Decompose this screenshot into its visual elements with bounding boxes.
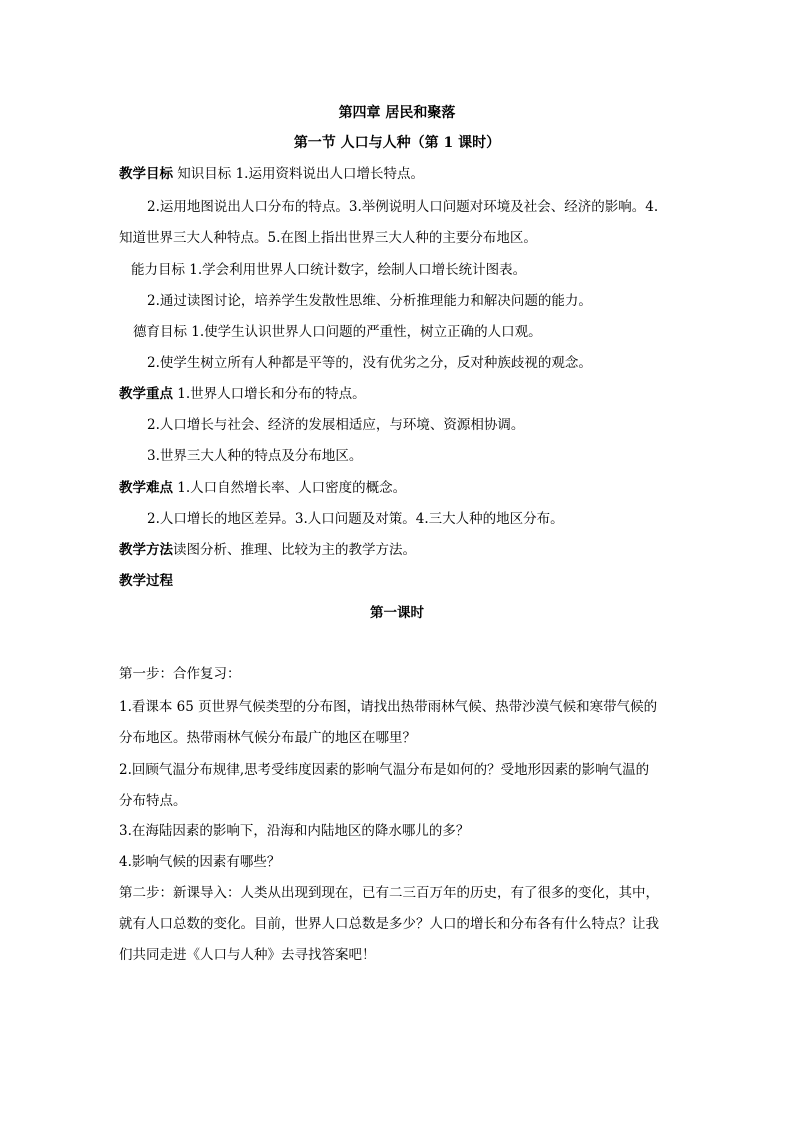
key-points-label: 教学重点 (119, 386, 173, 402)
step-2-line-3: 们共同走进《人口与人种》去寻找答案吧！ (119, 947, 376, 963)
goal-line-2: 2.运用地图说出人口分布的特点。3.举例说明人口问题对环境及社会、经济的影响。4. (147, 199, 659, 215)
moral-goal-line: 德育目标 1.使学生认识世界人口问题的严重性，树立正确的人口观。 (133, 324, 542, 340)
step-2-line-2: 就有人口总数的变化。目前，世界人口总数是多少？人口的增长和分布各有什么特点？让我 (119, 916, 659, 932)
moral-goal-line-2: 2.使学生树立所有人种都是平等的，没有优劣之分，反对种族歧视的观念。 (147, 355, 592, 371)
teaching-goals-paragraph (119, 165, 679, 183)
chapter-title: 第四章 居民和聚落 (338, 105, 456, 121)
question-4: 4.影响气候的因素有哪些？ (119, 854, 281, 870)
goal-line-3: 知道世界三大人种特点。5.在图上指出世界三大人种的主要分布地区。 (119, 230, 537, 246)
key-points-paragraph (119, 385, 679, 403)
question-1-line-2: 分布地区。热带雨林气候分布最广的地区在哪里？ (119, 730, 416, 746)
section-title: 第一节 人口与人种（第 1 课时） (293, 135, 501, 151)
method-paragraph (119, 541, 679, 559)
step-1-heading: 第一步：合作复习： (119, 666, 241, 682)
ability-goal-line-2: 2.通过读图讨论，培养学生发散性思维、分析推理能力和解决问题的能力。 (147, 293, 592, 309)
question-2-line-1: 2.回顾气温分布规律,思考受纬度因素的影响气温分布是如何的？受地形因素的影响气温的 (119, 762, 650, 778)
lesson-title: 第一课时 (370, 605, 424, 621)
method-label: 教学方法 (119, 542, 173, 558)
method-text: 读图分析、推理、比较为主的教学方法。 (173, 542, 416, 558)
knowledge-goal-text: 知识目标 1.运用资料说出人口增长特点。 (173, 166, 424, 182)
teaching-goals-label: 教学目标 (119, 166, 173, 182)
question-3: 3.在海陆因素的影响下，沿海和内陆地区的降水哪儿的多？ (119, 823, 470, 839)
difficulties-paragraph (119, 479, 679, 497)
difficulty-2: 2.人口增长的地区差异。3.人口问题及对策。4.三大人种的地区分布。 (147, 511, 564, 527)
key-point-1: 1.世界人口增长和分布的特点。 (173, 386, 366, 402)
key-point-2: 2.人口增长与社会、经济的发展相适应，与环境、资源相协调。 (147, 417, 525, 433)
process-label: 教学过程 (119, 573, 173, 589)
step-2-line-1: 第二步：新课导入：人类从出现到现在，已有二三百万年的历史，有了很多的变化，其中， (119, 885, 659, 901)
key-point-3: 3.世界三大人种的特点及分布地区。 (147, 448, 363, 464)
difficulties-label: 教学难点 (119, 480, 173, 496)
question-1-line-1: 1.看课本 65 页世界气候类型的分布图，请找出热带雨林气候、热带沙漠气候和寒带气候的 (119, 699, 658, 715)
difficulty-1: 1.人口自然增长率、人口密度的概念。 (173, 480, 407, 496)
question-2-line-2: 分布特点。 (119, 793, 187, 809)
ability-goal-line: 能力目标 1.学会利用世界人口统计数字，绘制人口增长统计图表。 (131, 262, 527, 278)
